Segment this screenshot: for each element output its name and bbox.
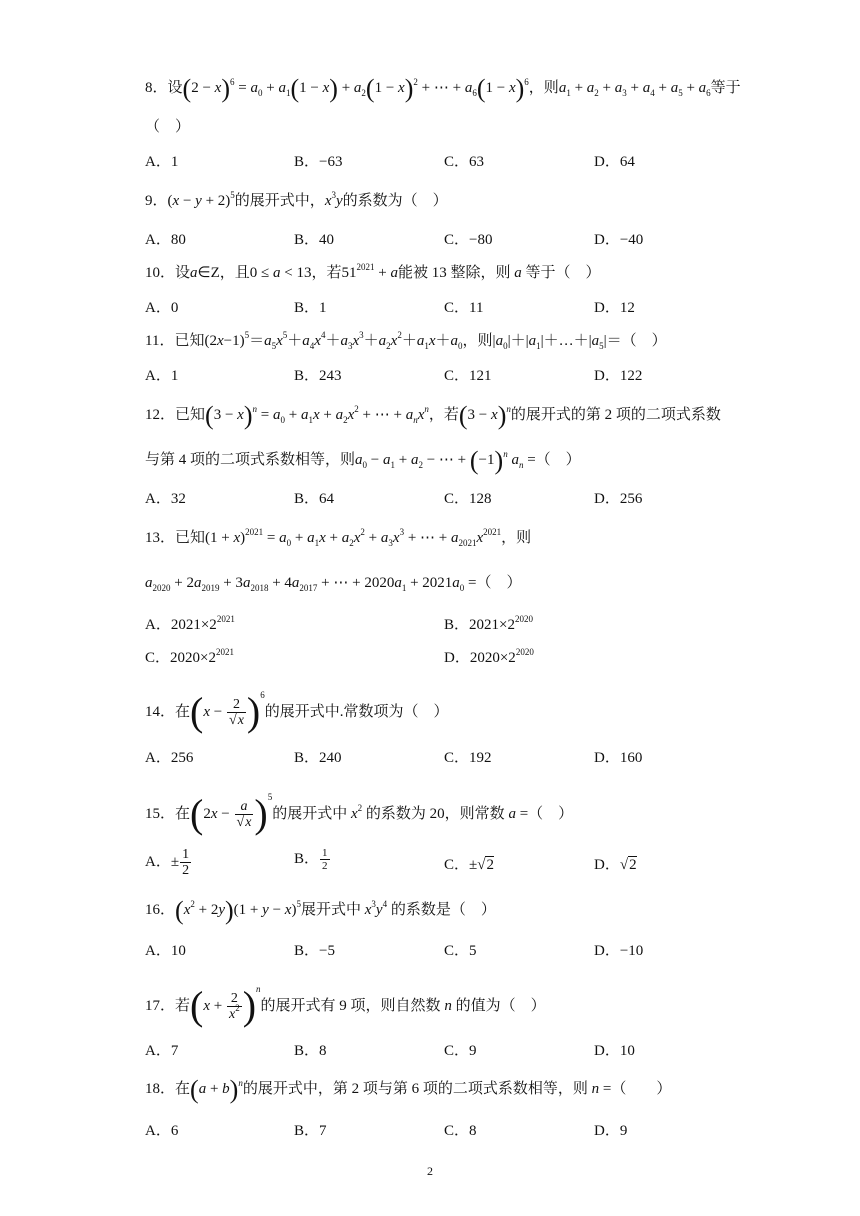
option-a: A．10 xyxy=(145,943,186,959)
question-text: 已知$(2x-1)^5=a_5x^5+a_4x^4+a_3x^3+a_2x^2+a_1x+a_0$，则$|a_0|+|a_1|+\dots+|a_5|=$（ ） xyxy=(174,330,667,351)
math-formula: $a_1 + a_2 + a_3 + a_4 + a_5 + a_6$ xyxy=(558,80,711,98)
question-text: 的展开式中 $x^2$ 的系数为 20，则常数 a =（ ） xyxy=(272,803,574,822)
question-text: （ ） xyxy=(476,575,522,591)
question-16-stem xyxy=(145,896,496,925)
question-18-stem xyxy=(145,1075,672,1104)
question-number: 17． xyxy=(145,998,176,1014)
math-formula: a∈Z xyxy=(190,265,220,281)
math-formula: $a_0 - a_1 + a_2$ − ⋯ + $(-1)^n$ $a_n$ = xyxy=(355,446,536,475)
option-c: C．$2020\times 2^{2021}$ xyxy=(145,647,234,666)
question-text: ，若 xyxy=(311,265,342,281)
question-number: 12． xyxy=(145,407,176,423)
option-c: C．128 xyxy=(444,491,492,507)
question-text: 若 xyxy=(175,998,191,1014)
question-10-stem xyxy=(145,263,601,283)
question-text: ，则 xyxy=(528,80,559,96)
question-number: 14． xyxy=(145,704,176,720)
option-b: B．7 xyxy=(294,1123,327,1139)
option-b: B．40 xyxy=(294,232,335,248)
option-d: D．9 xyxy=(594,1123,628,1139)
math-formula: $(x^2 + 2y)(1 + y - x)^5$ xyxy=(175,896,301,925)
option-c: C．−80 xyxy=(444,232,493,248)
question-text: ，且 xyxy=(219,265,250,281)
option-c: C．5 xyxy=(444,943,477,959)
question-text: 等于 xyxy=(710,80,741,96)
math-formula: $(3 - x)^n$ xyxy=(458,401,511,430)
option-c: C．63 xyxy=(444,154,485,170)
option-b: B．243 xyxy=(294,368,342,384)
option-d: D．$2020\times 2^{2020}$ xyxy=(444,647,534,666)
math-formula: (x − $\frac{2}{√x}$ )$^6$ xyxy=(190,689,265,734)
question-13-stem xyxy=(145,528,531,548)
option-c: C．11 xyxy=(444,300,484,316)
question-11-stem xyxy=(145,331,667,351)
question-text: 与第 4 项的二项式系数相等，则 xyxy=(145,452,356,468)
option-a: A．1 xyxy=(145,154,179,170)
math-formula: $51^{2021} + a$ xyxy=(341,262,398,281)
question-number: 9． xyxy=(145,193,168,209)
option-d: D．64 xyxy=(594,154,635,170)
question-number: 11． xyxy=(145,333,175,349)
question-17-stem xyxy=(145,983,546,1028)
question-number: 8． xyxy=(145,80,168,96)
math-formula: 0 ≤ a < 13 xyxy=(249,265,312,281)
question-text: 设 xyxy=(167,80,183,96)
question-text: 能被 13 整除，则 xyxy=(397,265,511,281)
option-d: D．256 xyxy=(594,491,643,507)
question-text: 等于（ ） xyxy=(525,265,601,281)
question-text: 在 xyxy=(175,806,191,822)
option-d: D．−10 xyxy=(594,943,644,959)
question-9-stem xyxy=(145,191,448,211)
option-b: B．−63 xyxy=(294,154,343,170)
option-a: A．6 xyxy=(145,1123,179,1139)
option-d: D．√2 xyxy=(594,857,637,873)
question-text: ，若 xyxy=(428,407,459,423)
math-formula: $(a + b)^n$ xyxy=(190,1075,243,1104)
option-a: A．0 xyxy=(145,300,179,316)
option-a: A．$2021\times 2^{2021}$ xyxy=(145,614,235,633)
option-d: D．12 xyxy=(594,300,635,316)
math-formula: $(x - y + 2)^5$ xyxy=(167,190,235,209)
question-text: ，则 xyxy=(501,530,532,546)
math-formula: a xyxy=(510,265,526,281)
math-formula: $(3 - x)^n = a_0 + a_1x + a_2x^2$ + ⋯ + $a_nx^n$ xyxy=(205,401,429,430)
question-text: 已知 xyxy=(175,530,206,546)
question-text: （ ） xyxy=(535,452,581,468)
question-15-stem xyxy=(145,791,574,836)
option-b: B．$2021\times 2^{2020}$ xyxy=(444,614,533,633)
option-a: A．7 xyxy=(145,1043,179,1059)
option-c: C．9 xyxy=(444,1043,477,1059)
question-text: 在 xyxy=(175,704,191,720)
option-d: D．160 xyxy=(594,750,643,766)
option-d: D．122 xyxy=(594,368,643,384)
question-number: 18． xyxy=(145,1081,176,1097)
option-b: B． $\frac{1}{2}$ xyxy=(294,847,328,872)
option-b: B．8 xyxy=(294,1043,327,1059)
page-number: 2 xyxy=(427,1164,433,1178)
option-b: B．1 xyxy=(294,300,327,316)
math-formula: $a_{2020} + 2a_{2019} + 3a_{2018} + 4a_{2017}$ + ⋯ + $2020a_1 + 2021a_0$ = xyxy=(145,575,477,593)
option-c: C．121 xyxy=(444,368,492,384)
option-d: D．10 xyxy=(594,1043,635,1059)
math-formula: (x + $\frac{2}{x^2}$ )$^n$ xyxy=(190,983,261,1028)
question-text: 设 xyxy=(175,265,191,281)
option-b: B．64 xyxy=(294,491,335,507)
question-text: 的系数为（ ） xyxy=(342,193,448,209)
option-c: C．±√2 xyxy=(444,857,494,873)
question-text: 展开式中 $x^3y^4$ 的系数是（ ） xyxy=(300,899,496,918)
question-text: 的展开式中， xyxy=(234,193,325,209)
question-text: 的展开式的第 2 项的二项式系数 xyxy=(510,407,721,423)
question-8-stem xyxy=(145,74,741,103)
math-formula: $(2 - x)^6 = a_0 + a_1(1 - x) + a_2(1 - x)^2$ + ⋯ + $a_6(1 - x)^6$ xyxy=(182,74,529,103)
question-number: 13． xyxy=(145,530,176,546)
question-number: 10． xyxy=(145,265,176,281)
option-b: B．−5 xyxy=(294,943,335,959)
option-a: A．256 xyxy=(145,750,194,766)
question-text: 的展开式有 9 项，则自然数 n 的值为（ ） xyxy=(260,998,546,1014)
math-formula: $x^3y$ xyxy=(324,190,343,209)
question-text: 的展开式中，第 2 项与第 6 项的二项式系数相等，则 n =（ ） xyxy=(242,1081,672,1097)
question-12-line2 xyxy=(145,446,581,475)
question-text: 在 xyxy=(175,1081,191,1097)
question-text: 的展开式中.常数项为（ ） xyxy=(264,704,449,720)
option-a: A．32 xyxy=(145,491,186,507)
option-c: C．192 xyxy=(444,750,492,766)
question-8-paren: （ ） xyxy=(145,119,191,135)
question-12-stem xyxy=(145,401,721,430)
math-formula: (2x − $\frac{a}{√x}$ )$^5$ xyxy=(190,791,273,836)
question-number: 16． xyxy=(145,902,176,918)
question-13-line2 xyxy=(145,573,522,593)
option-d: D．−40 xyxy=(594,232,644,248)
question-number: 15． xyxy=(145,806,176,822)
option-a: A．80 xyxy=(145,232,186,248)
option-c: C．8 xyxy=(444,1123,477,1139)
question-text: 已知 xyxy=(175,407,206,423)
option-a: A．± $\frac{1}{2}$ xyxy=(145,847,190,878)
math-formula: $(1 + x)^{2021} = a_0 + a_1x + a_2x^2 + a_3x^3$ + ⋯ + $a_{2021}x^{2021}$ xyxy=(205,527,502,548)
option-b: B．240 xyxy=(294,750,342,766)
question-14-stem xyxy=(145,689,449,734)
option-a: A．1 xyxy=(145,368,179,384)
